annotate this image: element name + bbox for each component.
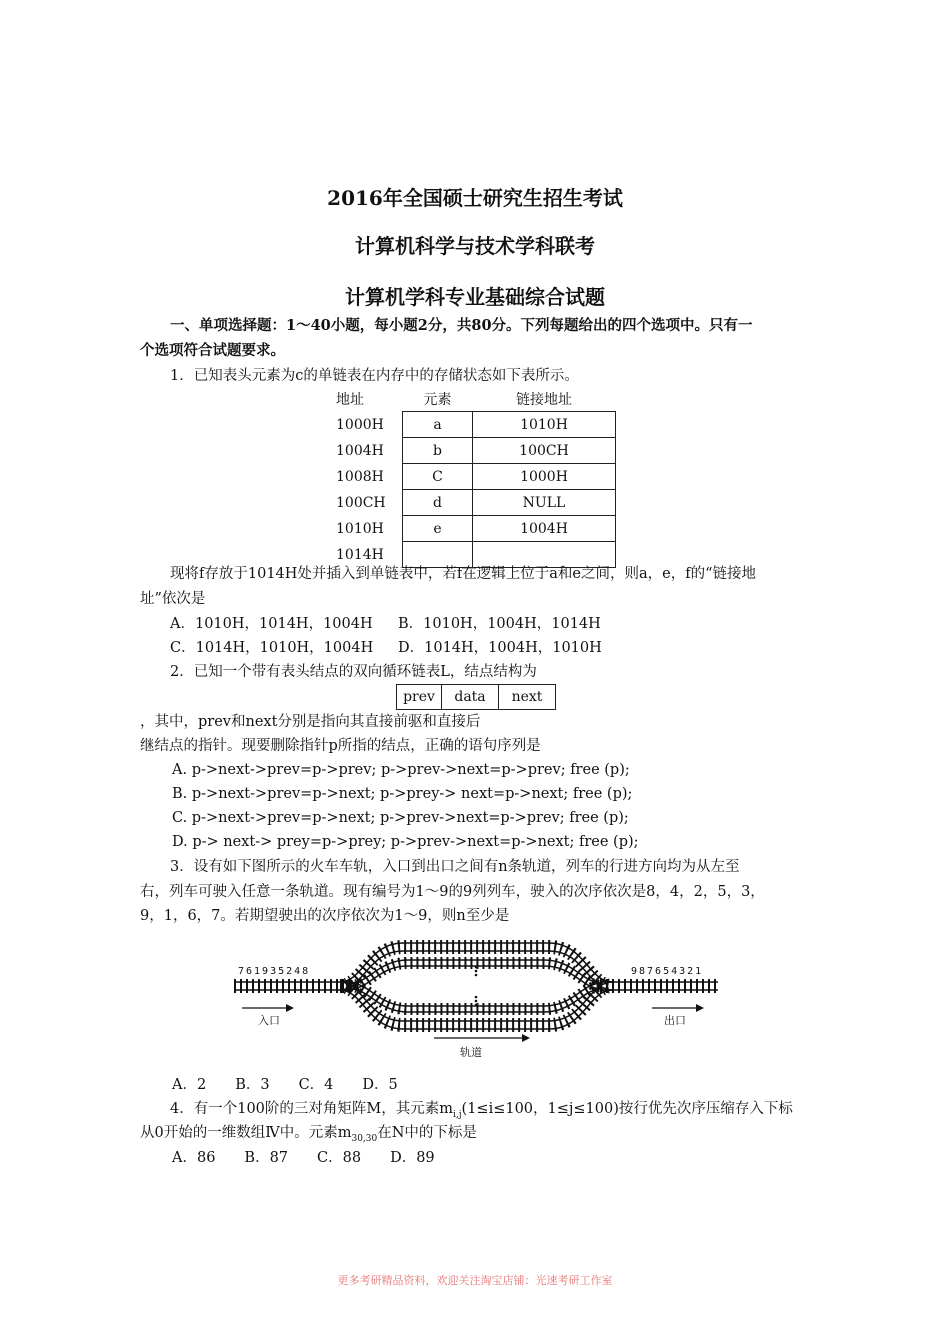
table-cell: a [403,412,473,438]
table-row [336,516,616,542]
entry-arrow-icon [242,1004,294,1012]
q2-after-line1: ，其中，prev和next分别是指向其直接前驱和直接后 [140,714,481,730]
q4-line1-pre: 4．有一个100阶的三对角矩阵M，其元素m [170,1101,453,1117]
node-field-prev: prev [397,685,442,709]
main-track-left [234,979,352,993]
main-track-right [600,979,718,993]
track-direction-arrow-icon [434,1034,530,1042]
q1-option-d: D．1014H，1004H，1010H [398,640,602,656]
table-cell: 1000H [473,464,616,490]
table-cell: 100CH [336,494,386,511]
memory-table [336,386,616,568]
q1-after-line2: 址”依次是 [140,591,206,607]
node-field-next: next [511,689,543,705]
q4-line1-post: (1≤i≤100，1≤j≤100)按行优先次序压缩存入下标 [461,1101,793,1117]
table-cell: 1010H [336,520,384,537]
track-label: 轨道 [460,1046,482,1059]
q1-stem: 1．已知表头元素为c的单链表在内存中的存储状态如下表所示。 [170,368,579,384]
footer-watermark: 更多考研精品资料，欢迎关注淘宝店铺：光速考研工作室 [337,1274,613,1287]
q3-line2: 右，列车可驶入任意一条轨道。现有编号为1～9的9列列车，驶入的次序依次是8，4，2，5，3， [140,884,765,900]
exit-label: 出口 [664,1014,686,1027]
q2-option-c: C. p->next->prev=p->next; p->prev->next=p->prev; free (p); [172,810,629,826]
node-structure-diagram [396,684,556,710]
exit-arrow-icon [652,1004,704,1012]
table-row [336,490,616,516]
table-row [336,464,616,490]
table-cell: 1014H [336,546,384,563]
table-row [336,438,616,464]
section-heading-line1: 一、单项选择题：1～40小题，每小题2分，共80分。下列每题给出的四个选项中。只有一 [170,317,753,334]
railway-track-figure [228,935,724,1065]
q4-line2-post: 在N中的下标是 [377,1125,477,1141]
table-cell: 1008H [336,468,384,485]
q2-option-d: D. p-> next-> prey=p->prey; p->prev->next=p->next; free (p); [172,834,639,850]
q2-after-line2: 继结点的指针。现要删除指针p所指的结点，正确的语句序列是 [140,738,541,754]
exam-paper-title: 计算机学科专业基础综合试题 [345,285,605,309]
incoming-train-order: 761935248 [238,966,311,977]
q2-option-b: B. p->next->prev=p->next; p->prey-> next=p->next; free (p); [172,786,633,802]
table-cell: 1010H [473,412,616,438]
entry-label: 入口 [258,1014,280,1027]
table-cell: 1000H [336,416,384,433]
table-cell: C [403,464,473,490]
q1-after-line1: 现将f存放于1014H处并插入到单链表中，若f在逻辑上位于a和e之间，则a，e，f的“链接地 [170,566,757,582]
table-cell: d [403,490,473,516]
q4-line1-subscript: i,j [453,1109,462,1120]
q4-options: A．86 B．87 C．88 D．89 [172,1150,435,1166]
exam-subtitle: 计算机科学与技术学科联考 [355,234,595,258]
table-header-address: 地址 [336,391,364,408]
node-field-data: data [442,685,499,709]
section-heading-line2: 个选项符合试题要求。 [140,342,285,359]
q3-line1: 3．设有如下图所示的火车车轨，入口到出口之间有n条轨道，列车的行进方向均为从左至 [170,859,740,875]
q2-stem: 2．已知一个带有表头结点的双向循环链表L，结点结构为 [170,664,537,680]
q4-line2-subscript: 30,30 [351,1133,378,1144]
table-row [336,412,616,438]
more-tracks-dots [475,966,478,1007]
q2-option-a: A. p->next->prev=p->prev; p->prev->next=p->prev; free (p); [172,762,630,778]
table-header-element: 元素 [423,391,452,408]
table-cell: 100CH [473,438,616,464]
q1-option-b: B．1010H，1004H，1014H [398,616,601,632]
exam-title: 2016年全国硕士研究生招生考试 [327,186,623,210]
table-cell: 1004H [336,442,384,459]
table-cell: 1004H [473,516,616,542]
table-header-link: 链接地址 [516,391,572,408]
q3-line3: 9，1，6，7。若期望驶出的次序依次为1～9，则n至少是 [140,908,510,924]
q1-option-c: C．1014H，1010H，1004H [170,640,374,656]
table-cell: b [403,438,473,464]
table-cell: e [403,516,473,542]
outgoing-train-order: 987654321 [631,966,704,977]
q3-options: A．2 B．3 C．4 D．5 [172,1077,398,1093]
q4-line2-pre: 从0开始的一维数组Ⅳ中。元素m [140,1125,352,1141]
q1-option-a: A．1010H，1014H，1004H [170,616,373,632]
table-cell: NULL [473,490,616,516]
